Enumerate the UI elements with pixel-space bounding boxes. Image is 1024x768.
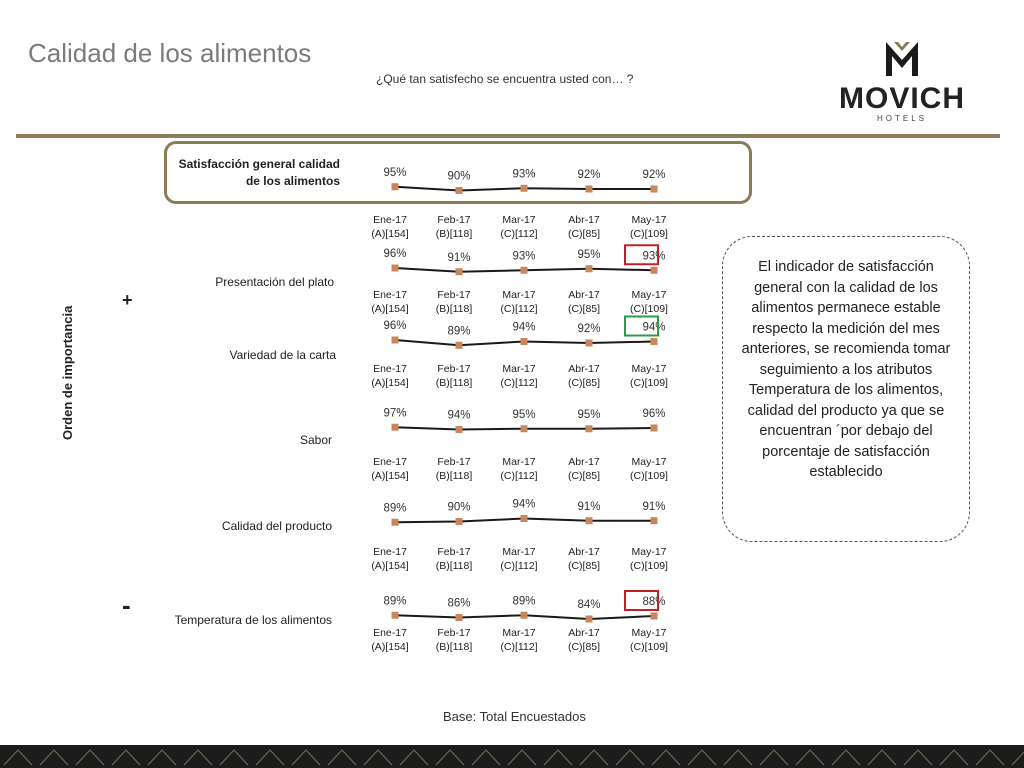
period-month-2-1: Feb-17 [437, 363, 471, 375]
period-month-0-1: Feb-17 [437, 214, 471, 226]
data-point-0-4 [651, 186, 658, 193]
period-month-5-3: Abr-17 [568, 627, 600, 639]
data-label-1-0: 96% [383, 248, 407, 260]
data-label-4-4: 91% [642, 500, 666, 513]
importance-minus-sign: - [122, 590, 131, 620]
data-point-5-0 [392, 612, 399, 619]
period-base-5-2: (C)[112] [500, 641, 538, 653]
data-label-5-4: 88% [642, 596, 666, 608]
data-label-2-2: 94% [512, 321, 536, 334]
period-base-2-0: (A)[154] [371, 377, 409, 389]
period-month-0-0: Ene-17 [373, 214, 407, 226]
period-base-3-3: (C)[85] [567, 470, 601, 482]
period-month-0-2: Mar-17 [502, 214, 536, 226]
data-label-2-0: 96% [383, 320, 407, 332]
data-label-4-2: 94% [512, 498, 536, 511]
period-base-5-1: (B)[118] [435, 641, 473, 653]
logo-sub: HOTELS [876, 114, 927, 123]
data-label-5-2: 89% [512, 595, 536, 608]
data-label-1-1: 91% [447, 251, 471, 264]
data-label-3-1: 94% [447, 409, 471, 422]
data-label-4-1: 90% [447, 501, 471, 514]
period-month-5-1: Feb-17 [437, 627, 471, 639]
period-month-2-0: Ene-17 [373, 363, 407, 375]
period-base-3-2: (C)[112] [500, 470, 538, 482]
row-label-overall: Satisfacción general calidad de los alimentos [178, 157, 340, 188]
data-label-2-4: 94% [642, 321, 666, 334]
period-base-0-3: (C)[85] [567, 228, 601, 240]
period-month-3-1: Feb-17 [437, 456, 471, 468]
data-point-0-3 [586, 186, 593, 193]
period-month-1-3: Abr-17 [568, 289, 600, 301]
importance-plus-sign: + [122, 290, 133, 310]
data-point-2-3 [586, 340, 593, 347]
period-base-0-0: (A)[154] [371, 228, 409, 240]
period-base-4-0: (A)[154] [371, 560, 409, 572]
data-point-0-1 [456, 187, 463, 194]
period-base-1-2: (C)[112] [500, 303, 538, 315]
data-label-5-0: 89% [383, 595, 407, 608]
period-base-1-0: (A)[154] [371, 303, 409, 315]
period-month-1-0: Ene-17 [373, 289, 407, 301]
data-point-5-2 [521, 612, 528, 619]
period-base-2-2: (C)[112] [500, 377, 538, 389]
page-subtitle: ¿Qué tan satisfecho se encuentra usted con… ? [376, 72, 634, 86]
data-label-0-3: 92% [577, 169, 601, 181]
period-base-1-1: (B)[118] [435, 303, 473, 315]
period-month-4-0: Ene-17 [373, 546, 407, 558]
period-month-5-2: Mar-17 [502, 627, 536, 639]
period-base-0-4: (C)[109] [630, 228, 668, 240]
data-label-3-0: 97% [383, 407, 407, 420]
data-label-3-3: 95% [577, 408, 601, 421]
data-point-2-0 [392, 337, 399, 344]
period-month-4-2: Mar-17 [502, 546, 536, 558]
data-point-4-2 [521, 515, 528, 522]
row-label-sabor: Sabor [299, 433, 332, 447]
data-label-0-4: 92% [642, 169, 666, 181]
data-point-2-2 [521, 338, 528, 345]
row-label-presentacion: Presentación del plato [215, 275, 334, 289]
data-point-3-3 [586, 425, 593, 432]
period-month-3-3: Abr-17 [568, 456, 600, 468]
axis-label-importance: Orden de importancia [60, 305, 75, 440]
data-point-5-3 [586, 616, 593, 623]
period-base-5-0: (A)[154] [371, 641, 409, 653]
data-label-5-3: 84% [577, 599, 601, 611]
period-month-0-3: Abr-17 [568, 214, 600, 226]
period-base-4-1: (B)[118] [435, 560, 473, 572]
period-base-2-1: (B)[118] [435, 377, 473, 389]
data-point-3-0 [392, 424, 399, 431]
data-point-4-3 [586, 517, 593, 524]
period-month-1-1: Feb-17 [437, 289, 471, 301]
period-base-2-3: (C)[85] [567, 377, 601, 389]
data-label-3-2: 95% [512, 408, 536, 421]
period-month-3-2: Mar-17 [502, 456, 536, 468]
data-point-5-1 [456, 614, 463, 621]
period-month-5-0: Ene-17 [373, 627, 407, 639]
data-label-3-4: 96% [642, 408, 666, 420]
data-point-4-0 [392, 519, 399, 526]
row-label-temperatura: Temperatura de los alimentos [174, 613, 332, 627]
data-point-0-2 [521, 185, 528, 192]
base-footnote: Base: Total Encuestados [443, 709, 586, 724]
data-label-5-1: 86% [447, 597, 471, 610]
data-point-1-2 [521, 267, 528, 274]
period-month-5-4: May-17 [631, 627, 667, 639]
data-point-2-4 [651, 338, 658, 345]
footer-pattern-icon [0, 745, 1024, 768]
data-label-1-2: 93% [512, 250, 536, 263]
data-label-0-1: 90% [447, 170, 471, 183]
period-base-4-4: (C)[109] [630, 560, 668, 572]
period-month-2-2: Mar-17 [502, 363, 536, 375]
data-point-3-2 [521, 425, 528, 432]
row-label-variedad: Variedad de la carta [229, 348, 336, 362]
data-label-0-0: 95% [383, 166, 407, 179]
period-base-0-2: (C)[112] [500, 228, 538, 240]
data-label-1-4: 93% [642, 250, 666, 263]
insight-callout: El indicador de satisfacción general con la calidad de los alimentos permanece estable respecto la medición del mes anteriores, se recomienda tomar seguimiento a los atributos Temperatura de los alimentos, calidad del producto ya que se encuentran ´por debajo del porcentaje de satisfacción establecido [722, 236, 970, 542]
data-label-4-3: 91% [577, 500, 601, 513]
data-point-4-4 [651, 517, 658, 524]
data-point-1-1 [456, 268, 463, 275]
period-month-1-4: May-17 [631, 289, 667, 301]
data-point-4-1 [456, 518, 463, 525]
data-label-4-0: 89% [383, 502, 407, 515]
row-label-calidad-producto: Calidad del producto [221, 519, 332, 533]
period-base-5-3: (C)[85] [567, 641, 601, 653]
period-month-4-3: Abr-17 [568, 546, 600, 558]
period-month-4-4: May-17 [631, 546, 667, 558]
logo-name: MOVICH [839, 82, 965, 115]
period-month-2-3: Abr-17 [568, 363, 600, 375]
period-base-4-2: (C)[112] [500, 560, 538, 572]
data-point-1-4 [651, 267, 658, 274]
data-label-2-1: 89% [447, 325, 471, 338]
page-title: Calidad de los alimentos [28, 38, 312, 68]
data-label-0-2: 93% [512, 168, 536, 181]
period-base-5-4: (C)[109] [630, 641, 668, 653]
period-month-0-4: May-17 [631, 214, 667, 226]
data-point-0-0 [392, 183, 399, 190]
data-point-1-3 [586, 265, 593, 272]
period-month-1-2: Mar-17 [502, 289, 536, 301]
data-label-1-3: 95% [577, 248, 601, 261]
data-point-5-4 [651, 613, 658, 620]
period-base-3-4: (C)[109] [630, 470, 668, 482]
period-month-2-4: May-17 [631, 363, 667, 375]
period-month-3-0: Ene-17 [373, 456, 407, 468]
period-base-1-3: (C)[85] [567, 303, 601, 315]
data-label-2-3: 92% [577, 323, 601, 335]
period-base-3-1: (B)[118] [435, 470, 473, 482]
period-base-0-1: (B)[118] [435, 228, 473, 240]
data-point-3-4 [651, 425, 658, 432]
period-base-3-0: (A)[154] [371, 470, 409, 482]
decorative-footer-band [0, 745, 1024, 768]
period-base-1-4: (C)[109] [630, 303, 668, 315]
period-base-2-4: (C)[109] [630, 377, 668, 389]
data-point-2-1 [456, 342, 463, 349]
period-month-3-4: May-17 [631, 456, 667, 468]
period-month-4-1: Feb-17 [437, 546, 471, 558]
data-point-3-1 [456, 426, 463, 433]
period-base-4-3: (C)[85] [567, 560, 601, 572]
data-point-1-0 [392, 265, 399, 272]
